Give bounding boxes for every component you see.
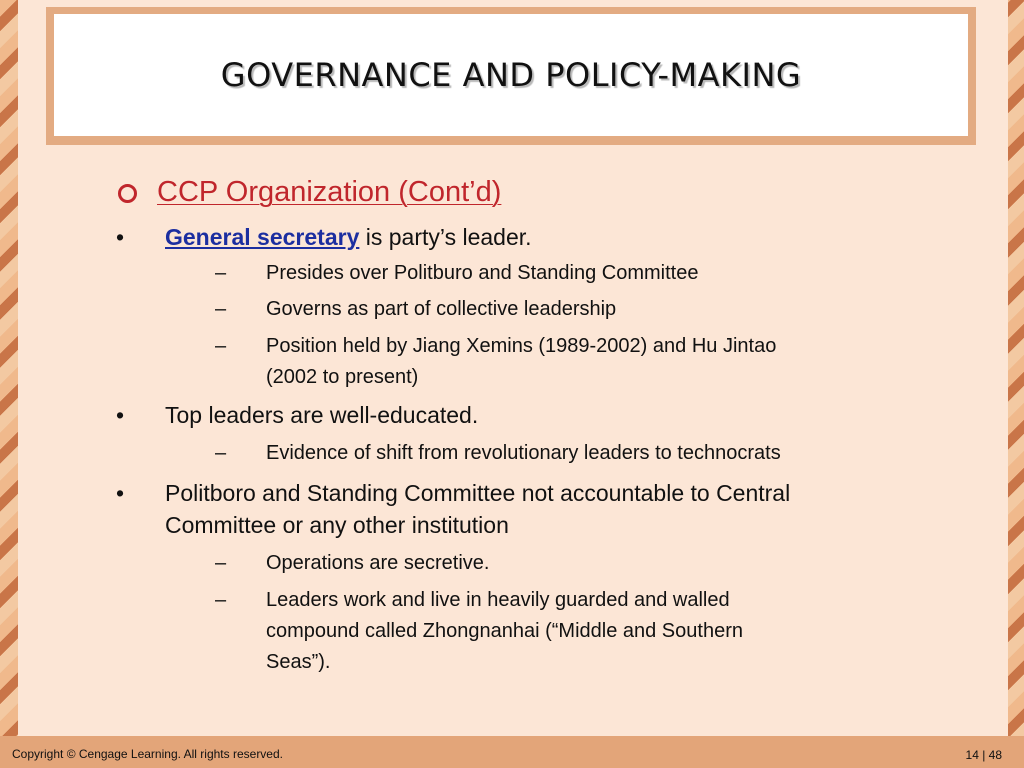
bullet-dot: •: [116, 480, 125, 506]
bullet-text: Committee or any other institution: [165, 512, 509, 538]
sub-bullet-text: Operations are secretive.: [266, 552, 490, 574]
slide-title: GOVERNANCE AND POLICY-MAKING: [220, 56, 802, 94]
sub-bullet-dash: –: [215, 262, 227, 284]
sub-bullet-text: Evidence of shift from revolutionary leaders to technocrats: [266, 442, 781, 464]
footer-bar: [0, 736, 1024, 768]
sub-bullet-dash: –: [215, 552, 227, 574]
sub-bullet-text: Leaders work and live in heavily guarded and walled: [266, 589, 730, 611]
key-term-general-secretary[interactable]: General secretary: [165, 224, 360, 250]
bullet-text: [165, 224, 532, 251]
section-heading-text: CCP Organization (Cont’d): [157, 176, 502, 208]
copyright-notice: Copyright © Cengage Learning. All rights reserved.: [12, 747, 283, 761]
bullet-dot: •: [116, 224, 125, 250]
section-heading: [118, 176, 501, 209]
sub-bullet-dash: –: [215, 442, 227, 464]
bullet-text: Politboro and Standing Committee not accountable to Central: [165, 480, 791, 506]
page-number: 14 | 48: [965, 748, 1002, 762]
sub-bullet-text: compound called Zhongnanhai (“Middle and Southern: [266, 620, 743, 642]
bullet-text: Top leaders are well-educated.: [165, 402, 479, 428]
sub-bullet-text: (2002 to present): [266, 366, 419, 388]
sub-bullet-text: Seas”).: [266, 651, 331, 673]
bullet-rest-text: is party’s leader.: [359, 224, 532, 250]
sub-bullet-text: Position held by Jiang Xemins (1989-2002) and Hu Jintao: [266, 335, 777, 357]
sub-bullet-text: Governs as part of collective leadership: [266, 298, 617, 320]
sub-bullet-dash: –: [215, 298, 227, 320]
bullet-dot: •: [116, 402, 125, 428]
hollow-circle-bullet-icon: [118, 184, 137, 203]
sub-bullet-dash: –: [215, 589, 227, 611]
sub-bullet-dash: –: [215, 335, 227, 357]
sub-bullet-text: Presides over Politburo and Standing Committee: [266, 262, 699, 284]
